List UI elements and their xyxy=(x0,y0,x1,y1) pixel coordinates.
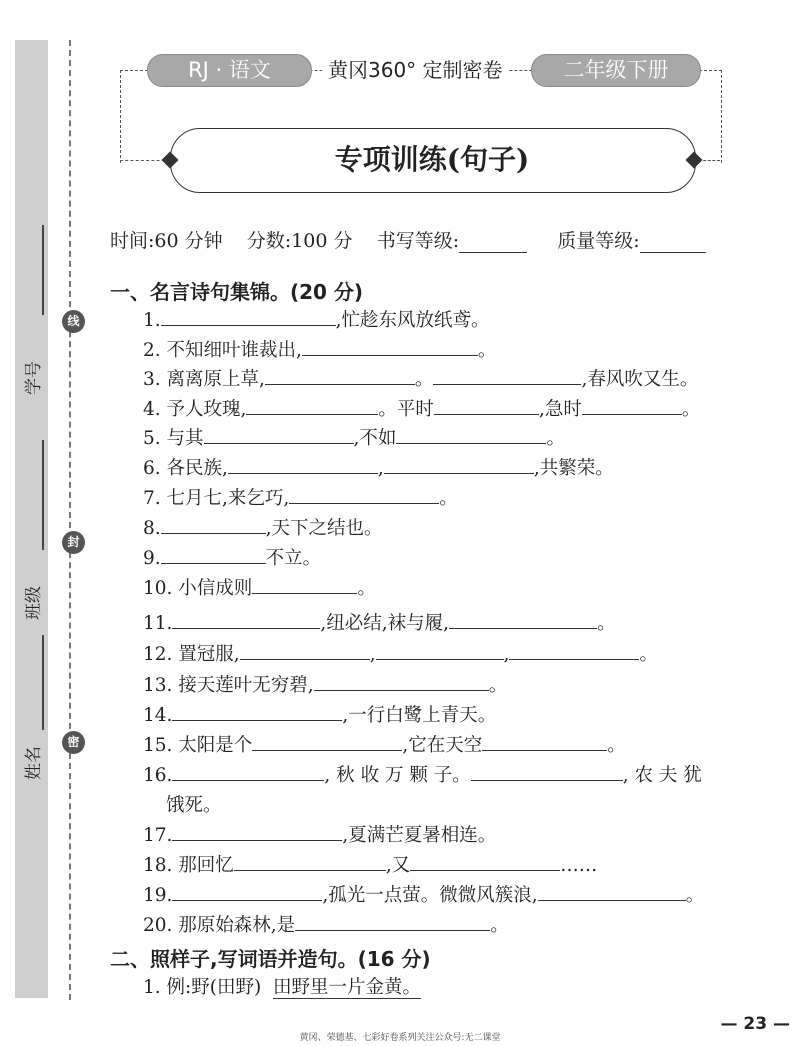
list-item: 12. 置冠服, , , 。 xyxy=(143,641,658,669)
list-item: 10. 小信成则 。 xyxy=(143,575,376,603)
answer-blank[interactable] xyxy=(434,396,539,415)
list-item: 16. , 秋 收 万 颗 子。 , 农 夫 犹 xyxy=(143,762,702,790)
answer-blank[interactable] xyxy=(172,702,342,721)
subject-pill: RJ · 语文 xyxy=(147,54,312,87)
brand-text: 黄冈360° 定制密卷 xyxy=(322,56,509,84)
answer-blank[interactable] xyxy=(228,455,378,474)
time-limit: 时间:60 分钟 xyxy=(110,230,223,252)
answer-blank[interactable] xyxy=(376,641,504,660)
list-item: 14. ,一行白鹭上青天。 xyxy=(143,702,496,730)
answer-blank[interactable] xyxy=(240,641,370,660)
list-item: 19. ,孤光一点萤。微微风簇浪, 。 xyxy=(143,882,704,910)
seal-mi-badge: 密 xyxy=(62,731,85,754)
answer-blank[interactable] xyxy=(172,822,342,841)
answer-blank[interactable] xyxy=(161,545,266,564)
example-item xyxy=(143,974,421,1002)
section-1-heading: 一、名言诗句集锦。(20 分) xyxy=(110,280,364,304)
list-item: 18. 那回忆 ,又 …… xyxy=(143,852,597,880)
answer-blank[interactable] xyxy=(396,425,546,444)
page-number: — 23 — xyxy=(720,1014,790,1034)
answer-blank[interactable] xyxy=(582,396,682,415)
answer-blank[interactable] xyxy=(252,732,402,751)
answer-blank[interactable] xyxy=(433,366,581,385)
seal-feng-badge: 封 xyxy=(62,531,85,554)
list-item: 2. 不知细叶谁裁出, 。 xyxy=(143,337,496,365)
footer-note: 黄冈、荣德基、七彩好卷系列关注公众号:无二课堂 xyxy=(299,1033,501,1043)
answer-blank[interactable] xyxy=(410,852,560,871)
list-item: 6. 各民族, , ,共繁荣。 xyxy=(143,455,614,483)
answer-blank[interactable] xyxy=(302,337,478,356)
list-item: 9. 不立。 xyxy=(143,545,321,573)
seal-xian-badge: 线 xyxy=(62,310,85,333)
list-item: 7. 七月七,来乞巧, 。 xyxy=(143,485,458,513)
answer-blank[interactable] xyxy=(172,610,320,629)
answer-blank[interactable] xyxy=(314,672,489,691)
grade-pill: 二年级下册 xyxy=(531,54,701,87)
answer-blank[interactable] xyxy=(161,515,266,534)
student-no-label: 学号 xyxy=(24,361,44,395)
answer-blank[interactable] xyxy=(509,641,639,660)
answer-blank[interactable] xyxy=(384,455,534,474)
quality-grade-label: 质量等级: xyxy=(557,230,640,252)
list-item: 20. 那原始森林,是 。 xyxy=(143,912,509,940)
binding-strip xyxy=(15,40,48,998)
list-item: 3. 离离原上草, 。 ,春风吹又生。 xyxy=(143,366,698,394)
answer-blank[interactable] xyxy=(289,485,439,504)
answer-blank[interactable] xyxy=(172,882,322,901)
answer-blank[interactable] xyxy=(234,852,386,871)
list-item: 4. 予人玫瑰, 。平时 ,急时 。 xyxy=(143,396,700,424)
list-item: 11. ,纽必结,袜与履, 。 xyxy=(143,610,616,638)
list-item: 13. 接天莲叶无穷碧, 。 xyxy=(143,672,507,700)
answer-blank[interactable] xyxy=(246,396,378,415)
answer-blank[interactable] xyxy=(449,610,597,629)
answer-blank[interactable] xyxy=(295,912,490,931)
quality-grade-blank[interactable] xyxy=(640,234,706,253)
answer-blank[interactable] xyxy=(172,762,324,781)
list-item: 8. ,天下之结也。 xyxy=(143,515,383,543)
answer-blank[interactable] xyxy=(471,762,623,781)
writing-grade-label: 书写等级: xyxy=(376,230,460,252)
answer-blank[interactable] xyxy=(204,425,354,444)
example-word: 1. 例:野(田野) xyxy=(143,977,262,998)
cut-line xyxy=(69,40,71,1000)
writing-grade-blank[interactable] xyxy=(459,234,527,253)
section-2-heading: 二、照样子,写词语并造句。(16 分) xyxy=(110,947,431,971)
class-label: 班级 xyxy=(24,586,44,620)
full-score: 分数:100 分 xyxy=(246,230,353,252)
answer-blank[interactable] xyxy=(538,882,686,901)
page-title: 专项训练(句子) xyxy=(334,143,530,176)
answer-blank[interactable] xyxy=(265,366,415,385)
example-sentence: 田野里一片金黄。 xyxy=(272,977,421,998)
answer-blank[interactable] xyxy=(482,732,607,751)
list-item: 5. 与其 ,不如 。 xyxy=(143,425,565,453)
exam-info xyxy=(110,226,706,253)
list-item: 1. ,忙趁东风放纸鸢。 xyxy=(143,307,490,335)
answer-blank[interactable] xyxy=(161,307,336,326)
answer-blank[interactable] xyxy=(252,575,357,594)
list-item: 饿死。 xyxy=(166,795,222,816)
list-item: 15. 太阳是个 ,它在天空 。 xyxy=(143,732,626,760)
name-label: 姓名 xyxy=(24,746,44,780)
list-item: 17. ,夏满芒夏暑相连。 xyxy=(143,822,496,850)
